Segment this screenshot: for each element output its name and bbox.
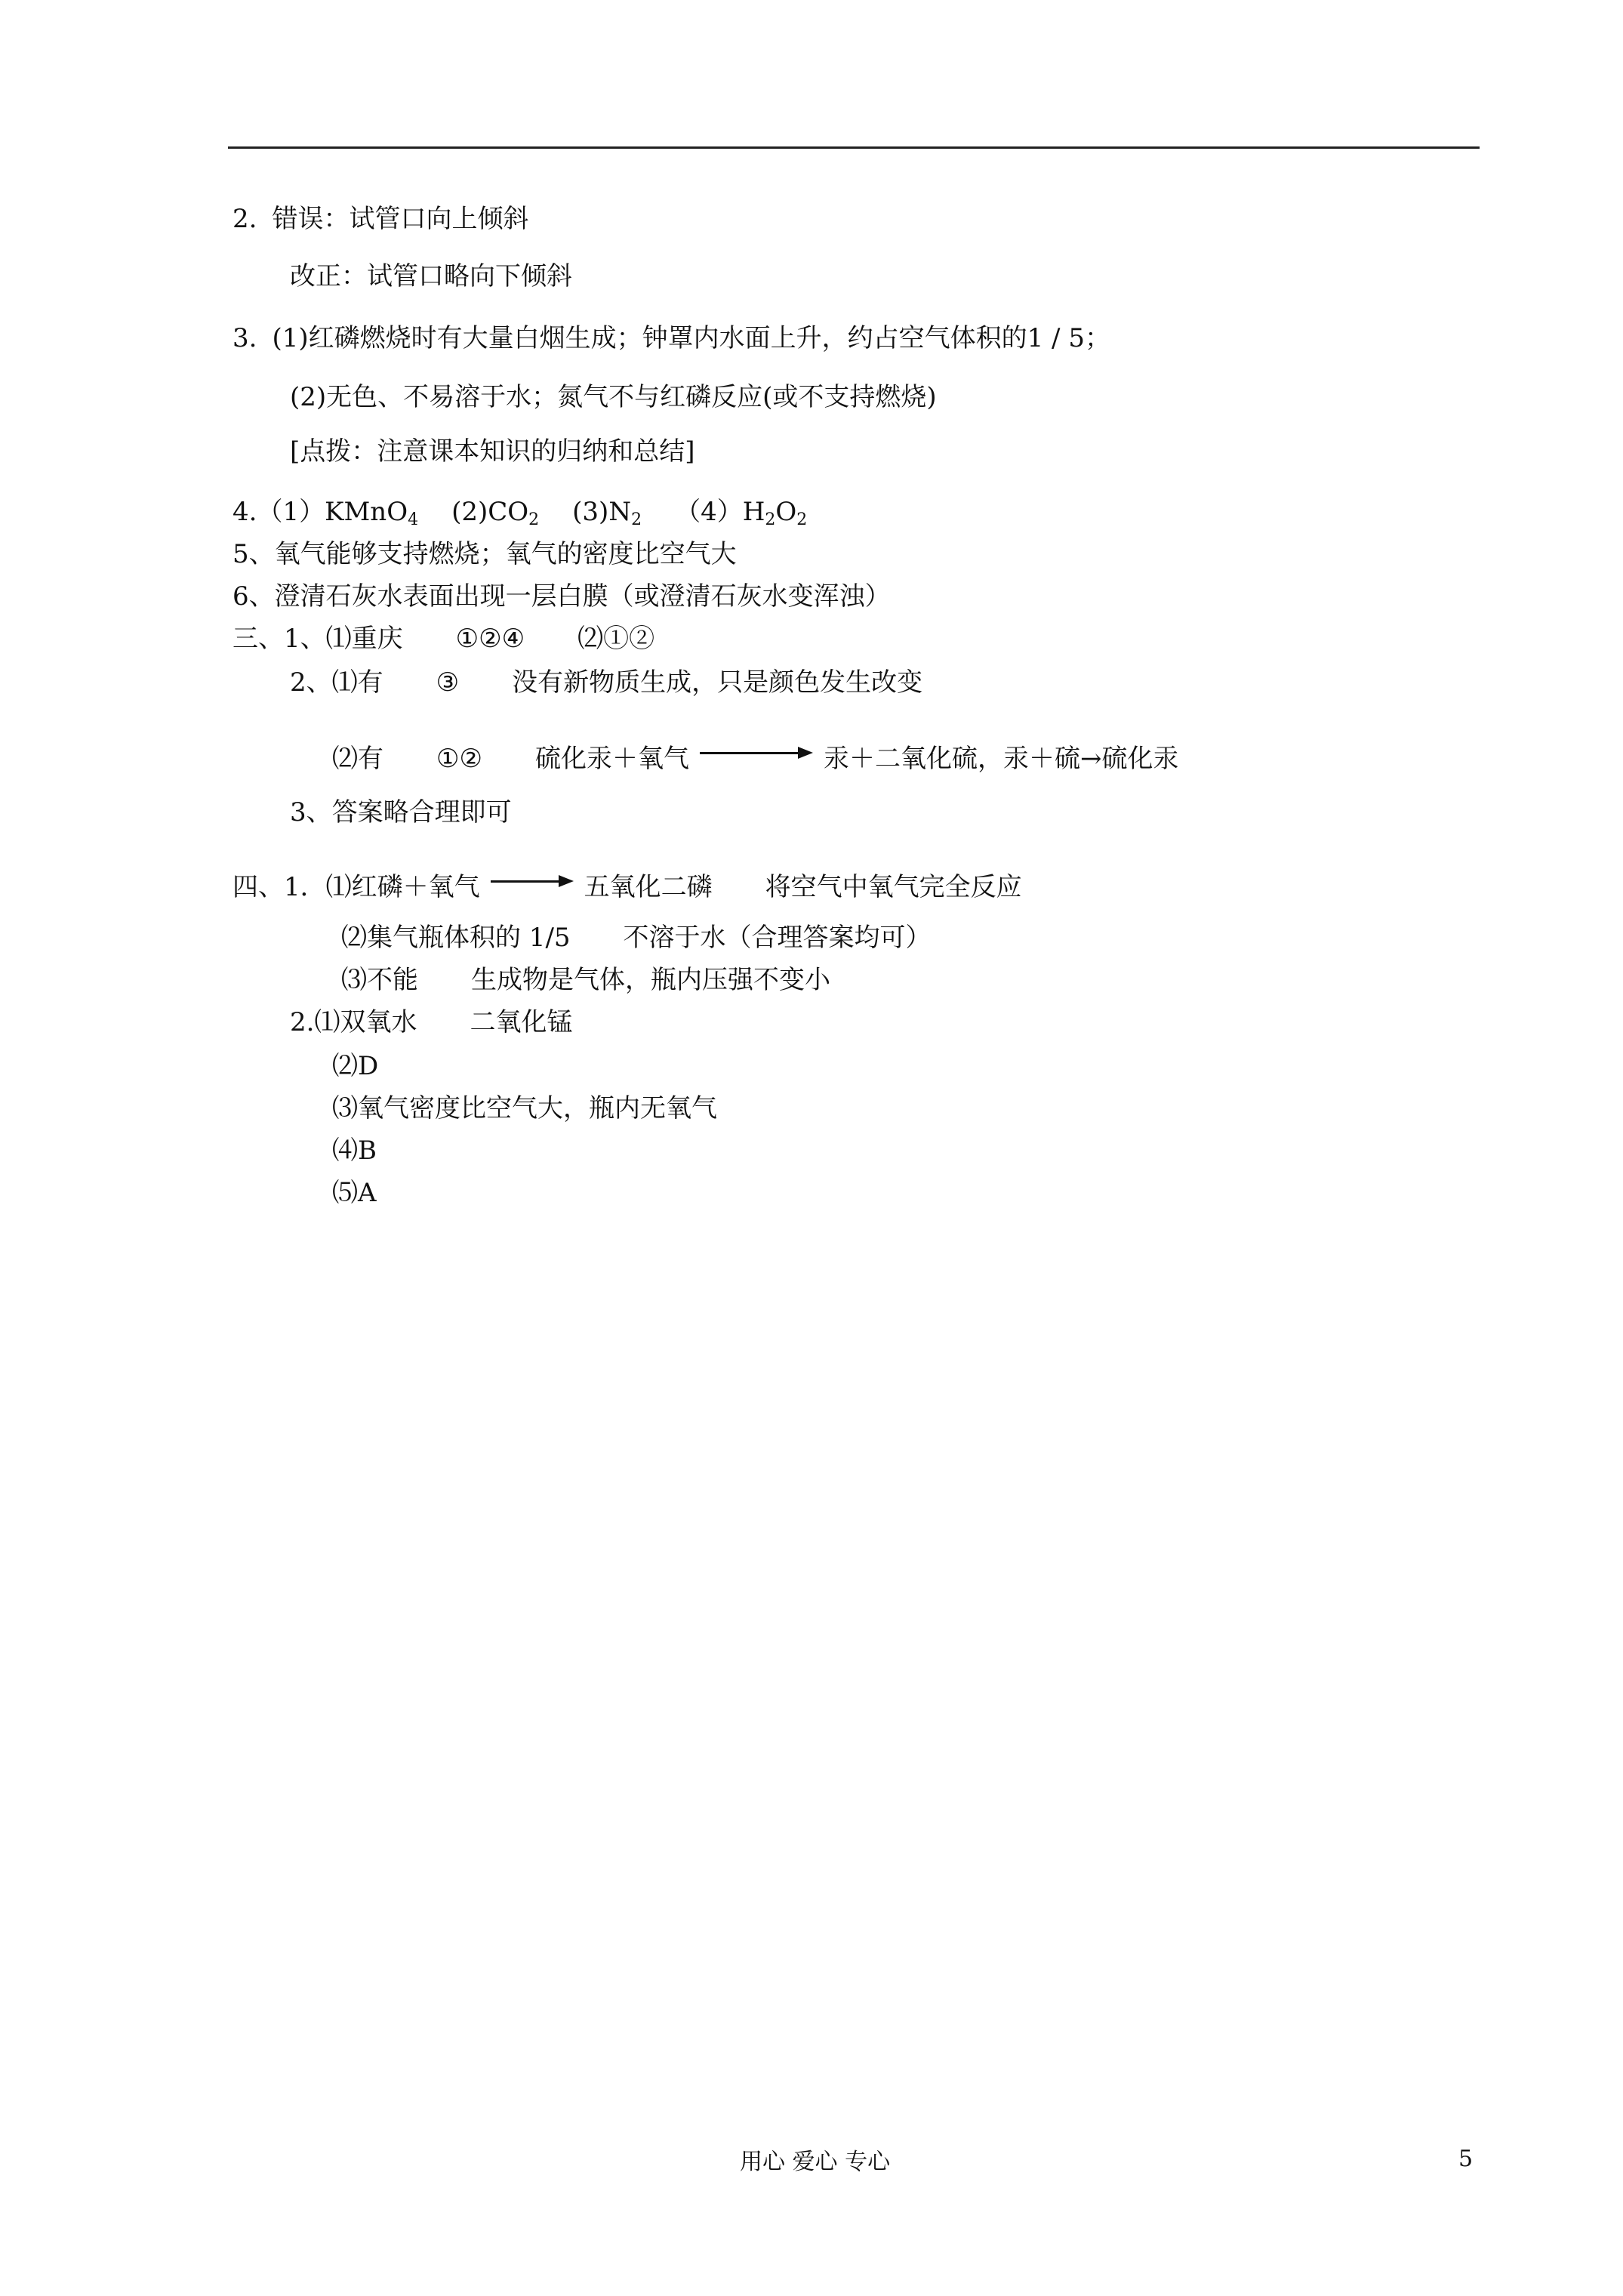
section-4-question-1-part-2: [341, 923, 932, 953]
section-3-question-1: [233, 624, 654, 654]
section-4-q1-product: 五氧化二磷: [584, 872, 713, 902]
answer-4-item-4-formula-h: H: [742, 497, 765, 527]
section-3-q2-answer-a: 2、⑴有: [290, 667, 383, 698]
answer-4-item-4-subscript-h: 2: [765, 510, 776, 529]
section-3-q1-answer-a: 三、1、⑴重庆: [233, 624, 403, 654]
section-3-q1-answer-b: ①②④: [455, 624, 525, 654]
answer-3-part-2: (2)无色、不易溶于水；氮气不与红磷反应(或不支持燃烧): [290, 382, 937, 412]
section-4-question-2-part-4: ⑷B: [332, 1136, 377, 1166]
section-3-q2-2-reactants: 硫化汞＋氧气: [534, 744, 689, 774]
answer-4-item-2-label: (2): [451, 497, 488, 527]
section-4-q2-answer-b: 二氧化锰: [470, 1007, 573, 1037]
section-4-question-1-part-1: [233, 865, 1022, 902]
section-3-question-3: 3、答案略合理即可: [290, 797, 512, 827]
section-4-q1-2-answer-b: 不溶于水（合理答案均可）: [623, 923, 932, 953]
section-4-q2-answer-a: 2.⑴双氧水: [290, 1007, 417, 1037]
section-3-q2-2-answer-b: ①②: [436, 744, 482, 774]
section-4-question-2-part-2: ⑵D: [332, 1051, 379, 1081]
section-3-q2-answer-b: ③: [436, 667, 460, 698]
section-4-question-1-part-3: [341, 965, 830, 995]
page-number: 5: [1458, 2146, 1474, 2172]
answer-3-part-1: [233, 323, 1110, 353]
header-rule: [228, 146, 1480, 149]
section-3-q2-2-answer-a: ⑵有: [332, 744, 383, 774]
section-4-question-2-part-5: ⑸A: [332, 1178, 377, 1208]
answer-3-tip: [点拨：注意课本知识的归纳和总结]: [290, 436, 695, 467]
answer-4: [233, 497, 807, 527]
section-4-q1-3-answer-b: 生成物是气体，瓶内压强不变小: [471, 965, 830, 995]
reaction-arrow-icon: [700, 737, 813, 767]
section-4-q1-3-answer-a: ⑶不能: [341, 965, 418, 995]
answer-2-number: 2.: [233, 204, 257, 234]
answer-4-item-4-subscript-o: 2: [796, 510, 808, 529]
answer-4-item-3-label: (3): [572, 497, 609, 527]
answer-2-fix: 改正：试管口略向下倾斜: [290, 261, 572, 291]
section-4-q1-2-answer-a: ⑵集气瓶体积的 1/5: [341, 923, 571, 953]
section-3-question-2-part-1: [290, 667, 922, 698]
section-3-q1-answer-c: ⑵①②: [577, 624, 655, 654]
answer-4-item-1-formula: KMnO: [325, 497, 408, 527]
reaction-arrow-icon: [491, 865, 574, 895]
answer-2-error: [233, 204, 528, 234]
section-3-q2-answer-c: 没有新物质生成，只是颜色发生改变: [512, 667, 923, 698]
section-3-q2-2-products: 汞＋二氧化硫，汞＋硫→硫化汞: [823, 744, 1179, 774]
answer-3-part-1-text: (1)红磷燃烧时有大量白烟生成；钟罩内水面上升，约占空气体积的1 / 5；: [272, 323, 1110, 353]
answer-4-item-3-formula: N: [608, 497, 632, 527]
section-4-question-2-part-1: [290, 1007, 572, 1037]
answer-4-item-1-label: （1）: [257, 497, 325, 527]
answer-5: 5、氧气能够支持燃烧；氧气的密度比空气大: [233, 539, 737, 569]
answer-2-error-text: 错误：试管口向上倾斜: [272, 204, 529, 234]
footer-slogan: 用心 爱心 专心: [740, 2149, 891, 2175]
answer-4-number: 4.: [233, 497, 257, 527]
answer-4-item-2-formula: CO: [488, 497, 529, 527]
section-4-q1-reason: 将空气中氧气完全反应: [765, 872, 1022, 902]
section-3-question-2-part-2: [332, 737, 1179, 774]
section-4-q1-reactants: 四、1．⑴红磷＋氧气: [233, 872, 480, 902]
answer-4-item-1-subscript: 4: [408, 510, 419, 529]
answer-6: 6、澄清石灰水表面出现一层白膜（或澄清石灰水变浑浊）: [233, 581, 891, 612]
section-4-question-2-part-3: ⑶氧气密度比空气大，瓶内无氧气: [332, 1093, 717, 1123]
answer-4-item-3-subscript: 2: [631, 510, 642, 529]
answer-4-item-2-subscript: 2: [528, 510, 540, 529]
answer-3-number: 3.: [233, 323, 257, 353]
answer-4-item-4-formula-o: O: [775, 497, 797, 527]
answer-4-item-4-label: （4）: [675, 497, 743, 527]
